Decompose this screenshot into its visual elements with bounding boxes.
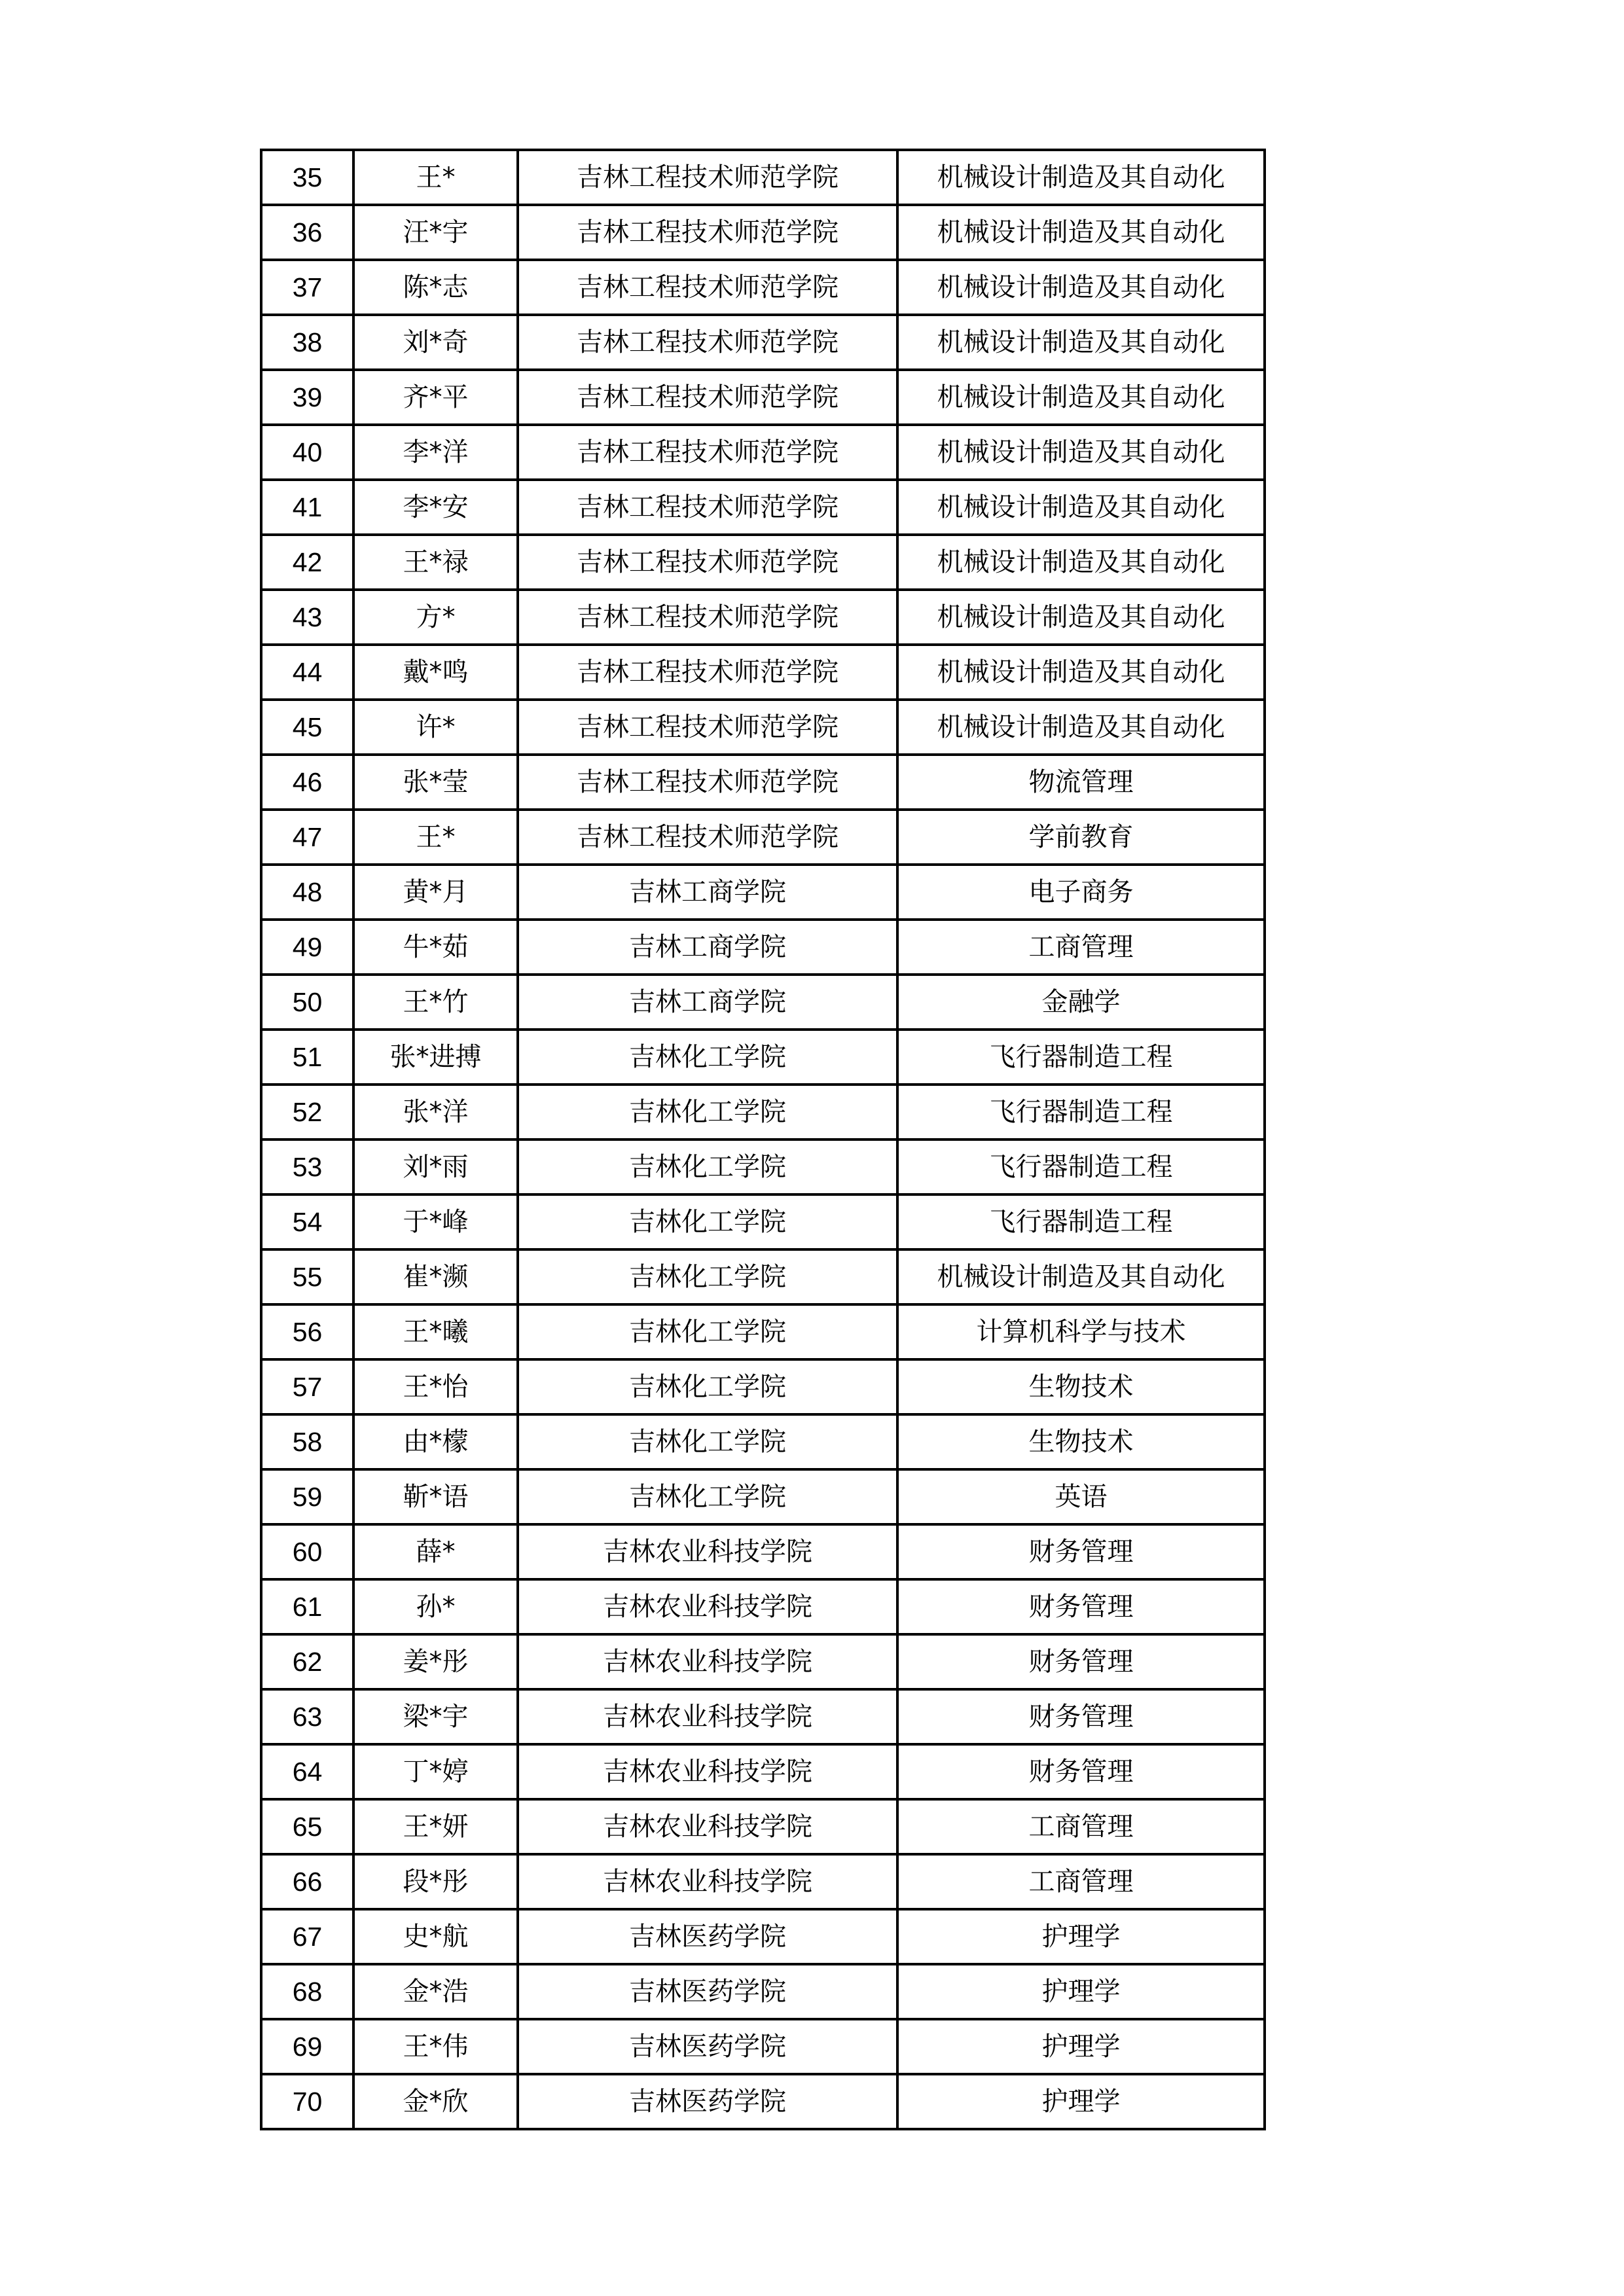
school-name-cell: 吉林医药学院: [518, 1964, 897, 2019]
school-name-cell: 吉林化工学院: [518, 1139, 897, 1194]
major-name-cell: 机械设计制造及其自动化: [897, 370, 1265, 425]
school-name-cell: 吉林农业科技学院: [518, 1799, 897, 1854]
student-name-cell: 史*航: [353, 1909, 518, 1964]
table-row: [261, 1139, 1265, 1194]
student-name-cell: 李*洋: [353, 425, 518, 480]
major-name-cell: 计算机科学与技术: [897, 1304, 1265, 1359]
school-name-cell: 吉林农业科技学院: [518, 1524, 897, 1579]
school-name-cell: 吉林化工学院: [518, 1249, 897, 1304]
table-row: [261, 1909, 1265, 1964]
row-number-cell: 48: [261, 865, 353, 920]
table-row: [261, 920, 1265, 975]
row-number-cell: 49: [261, 920, 353, 975]
student-name-cell: 姜*彤: [353, 1634, 518, 1689]
major-name-cell: 飞行器制造工程: [897, 1194, 1265, 1249]
school-name-cell: 吉林工程技术师范学院: [518, 315, 897, 370]
student-name-cell: 孙*: [353, 1579, 518, 1634]
student-name-cell: 王*: [353, 810, 518, 865]
table-row: [261, 1744, 1265, 1799]
table-row: [261, 590, 1265, 645]
school-name-cell: 吉林化工学院: [518, 1359, 897, 1414]
student-name-cell: 牛*茹: [353, 920, 518, 975]
student-name-cell: 金*欣: [353, 2074, 518, 2129]
table-row: [261, 1304, 1265, 1359]
major-name-cell: 工商管理: [897, 1854, 1265, 1909]
major-name-cell: 生物技术: [897, 1359, 1265, 1414]
major-name-cell: 财务管理: [897, 1689, 1265, 1744]
major-name-cell: 英语: [897, 1469, 1265, 1524]
major-name-cell: 机械设计制造及其自动化: [897, 260, 1265, 315]
row-number-cell: 68: [261, 1964, 353, 2019]
school-name-cell: 吉林工程技术师范学院: [518, 810, 897, 865]
school-name-cell: 吉林工程技术师范学院: [518, 425, 897, 480]
school-name-cell: 吉林医药学院: [518, 1909, 897, 1964]
student-name-cell: 戴*鸣: [353, 645, 518, 700]
row-number-cell: 70: [261, 2074, 353, 2129]
table-row: [261, 1194, 1265, 1249]
row-number-cell: 61: [261, 1579, 353, 1634]
row-number-cell: 37: [261, 260, 353, 315]
school-name-cell: 吉林工程技术师范学院: [518, 260, 897, 315]
student-name-cell: 刘*奇: [353, 315, 518, 370]
student-name-cell: 段*彤: [353, 1854, 518, 1909]
major-name-cell: 飞行器制造工程: [897, 1085, 1265, 1139]
student-name-cell: 薛*: [353, 1524, 518, 1579]
student-roster-table: [260, 149, 1266, 2130]
student-name-cell: 王*妍: [353, 1799, 518, 1854]
table-row: [261, 205, 1265, 260]
major-name-cell: 工商管理: [897, 1799, 1265, 1854]
table-row: [261, 425, 1265, 480]
student-name-cell: 金*浩: [353, 1964, 518, 2019]
major-name-cell: 工商管理: [897, 920, 1265, 975]
table-row: [261, 315, 1265, 370]
table-row: [261, 1359, 1265, 1414]
major-name-cell: 机械设计制造及其自动化: [897, 315, 1265, 370]
table-row: [261, 150, 1265, 205]
student-name-cell: 齐*平: [353, 370, 518, 425]
row-number-cell: 43: [261, 590, 353, 645]
table-row: [261, 1689, 1265, 1744]
row-number-cell: 58: [261, 1414, 353, 1469]
student-name-cell: 张*洋: [353, 1085, 518, 1139]
row-number-cell: 69: [261, 2019, 353, 2074]
student-name-cell: 丁*婷: [353, 1744, 518, 1799]
school-name-cell: 吉林医药学院: [518, 2019, 897, 2074]
school-name-cell: 吉林工程技术师范学院: [518, 150, 897, 205]
row-number-cell: 38: [261, 315, 353, 370]
row-number-cell: 52: [261, 1085, 353, 1139]
row-number-cell: 41: [261, 480, 353, 535]
major-name-cell: 护理学: [897, 2019, 1265, 2074]
school-name-cell: 吉林化工学院: [518, 1304, 897, 1359]
school-name-cell: 吉林化工学院: [518, 1030, 897, 1085]
row-number-cell: 62: [261, 1634, 353, 1689]
row-number-cell: 46: [261, 755, 353, 810]
student-name-cell: 由*檬: [353, 1414, 518, 1469]
student-name-cell: 刘*雨: [353, 1139, 518, 1194]
row-number-cell: 53: [261, 1139, 353, 1194]
school-name-cell: 吉林工程技术师范学院: [518, 590, 897, 645]
student-name-cell: 崔*濒: [353, 1249, 518, 1304]
student-name-cell: 许*: [353, 700, 518, 755]
school-name-cell: 吉林农业科技学院: [518, 1854, 897, 1909]
table-row: [261, 1414, 1265, 1469]
school-name-cell: 吉林工程技术师范学院: [518, 700, 897, 755]
row-number-cell: 66: [261, 1854, 353, 1909]
school-name-cell: 吉林工程技术师范学院: [518, 480, 897, 535]
school-name-cell: 吉林化工学院: [518, 1414, 897, 1469]
student-name-cell: 王*: [353, 150, 518, 205]
student-name-cell: 黄*月: [353, 865, 518, 920]
major-name-cell: 物流管理: [897, 755, 1265, 810]
major-name-cell: 机械设计制造及其自动化: [897, 480, 1265, 535]
school-name-cell: 吉林工程技术师范学院: [518, 205, 897, 260]
major-name-cell: 金融学: [897, 975, 1265, 1030]
student-name-cell: 张*进搏: [353, 1030, 518, 1085]
row-number-cell: 54: [261, 1194, 353, 1249]
student-name-cell: 王*禄: [353, 535, 518, 590]
table-row: [261, 260, 1265, 315]
table-row: [261, 535, 1265, 590]
row-number-cell: 50: [261, 975, 353, 1030]
major-name-cell: 学前教育: [897, 810, 1265, 865]
table-row: [261, 1634, 1265, 1689]
student-name-cell: 汪*宇: [353, 205, 518, 260]
school-name-cell: 吉林工商学院: [518, 920, 897, 975]
school-name-cell: 吉林工商学院: [518, 975, 897, 1030]
major-name-cell: 护理学: [897, 1964, 1265, 2019]
student-name-cell: 李*安: [353, 480, 518, 535]
major-name-cell: 财务管理: [897, 1524, 1265, 1579]
student-name-cell: 靳*语: [353, 1469, 518, 1524]
table-row: [261, 480, 1265, 535]
row-number-cell: 40: [261, 425, 353, 480]
row-number-cell: 36: [261, 205, 353, 260]
major-name-cell: 机械设计制造及其自动化: [897, 535, 1265, 590]
student-name-cell: 王*曦: [353, 1304, 518, 1359]
student-name-cell: 于*峰: [353, 1194, 518, 1249]
row-number-cell: 39: [261, 370, 353, 425]
major-name-cell: 机械设计制造及其自动化: [897, 150, 1265, 205]
school-name-cell: 吉林工程技术师范学院: [518, 370, 897, 425]
row-number-cell: 47: [261, 810, 353, 865]
table-row: [261, 1964, 1265, 2019]
table-row: [261, 2074, 1265, 2129]
row-number-cell: 45: [261, 700, 353, 755]
table-row: [261, 810, 1265, 865]
student-name-cell: 王*伟: [353, 2019, 518, 2074]
row-number-cell: 42: [261, 535, 353, 590]
row-number-cell: 63: [261, 1689, 353, 1744]
roster-table-body: [261, 150, 1265, 2129]
row-number-cell: 44: [261, 645, 353, 700]
table-row: [261, 1579, 1265, 1634]
table-row: [261, 1854, 1265, 1909]
major-name-cell: 电子商务: [897, 865, 1265, 920]
row-number-cell: 57: [261, 1359, 353, 1414]
major-name-cell: 机械设计制造及其自动化: [897, 645, 1265, 700]
major-name-cell: 机械设计制造及其自动化: [897, 205, 1265, 260]
table-row: [261, 1799, 1265, 1854]
table-row: [261, 1030, 1265, 1085]
major-name-cell: 生物技术: [897, 1414, 1265, 1469]
table-row: [261, 865, 1265, 920]
school-name-cell: 吉林化工学院: [518, 1194, 897, 1249]
major-name-cell: 护理学: [897, 2074, 1265, 2129]
major-name-cell: 财务管理: [897, 1579, 1265, 1634]
row-number-cell: 59: [261, 1469, 353, 1524]
table-row: [261, 1524, 1265, 1579]
row-number-cell: 55: [261, 1249, 353, 1304]
school-name-cell: 吉林工程技术师范学院: [518, 535, 897, 590]
student-name-cell: 王*竹: [353, 975, 518, 1030]
row-number-cell: 65: [261, 1799, 353, 1854]
student-name-cell: 陈*志: [353, 260, 518, 315]
school-name-cell: 吉林化工学院: [518, 1085, 897, 1139]
school-name-cell: 吉林农业科技学院: [518, 1689, 897, 1744]
major-name-cell: 护理学: [897, 1909, 1265, 1964]
major-name-cell: 机械设计制造及其自动化: [897, 700, 1265, 755]
school-name-cell: 吉林工程技术师范学院: [518, 645, 897, 700]
table-row: [261, 1249, 1265, 1304]
major-name-cell: 财务管理: [897, 1634, 1265, 1689]
school-name-cell: 吉林农业科技学院: [518, 1579, 897, 1634]
row-number-cell: 60: [261, 1524, 353, 1579]
row-number-cell: 35: [261, 150, 353, 205]
table-row: [261, 370, 1265, 425]
table-row: [261, 2019, 1265, 2074]
school-name-cell: 吉林化工学院: [518, 1469, 897, 1524]
table-row: [261, 1469, 1265, 1524]
major-name-cell: 机械设计制造及其自动化: [897, 1249, 1265, 1304]
major-name-cell: 飞行器制造工程: [897, 1030, 1265, 1085]
major-name-cell: 机械设计制造及其自动化: [897, 590, 1265, 645]
row-number-cell: 56: [261, 1304, 353, 1359]
school-name-cell: 吉林工程技术师范学院: [518, 755, 897, 810]
student-name-cell: 梁*宇: [353, 1689, 518, 1744]
table-row: [261, 645, 1265, 700]
major-name-cell: 财务管理: [897, 1744, 1265, 1799]
row-number-cell: 67: [261, 1909, 353, 1964]
row-number-cell: 51: [261, 1030, 353, 1085]
row-number-cell: 64: [261, 1744, 353, 1799]
table-row: [261, 755, 1265, 810]
school-name-cell: 吉林农业科技学院: [518, 1744, 897, 1799]
student-name-cell: 方*: [353, 590, 518, 645]
table-row: [261, 700, 1265, 755]
student-name-cell: 王*怡: [353, 1359, 518, 1414]
school-name-cell: 吉林农业科技学院: [518, 1634, 897, 1689]
student-name-cell: 张*莹: [353, 755, 518, 810]
major-name-cell: 机械设计制造及其自动化: [897, 425, 1265, 480]
table-row: [261, 1085, 1265, 1139]
major-name-cell: 飞行器制造工程: [897, 1139, 1265, 1194]
school-name-cell: 吉林医药学院: [518, 2074, 897, 2129]
table-row: [261, 975, 1265, 1030]
school-name-cell: 吉林工商学院: [518, 865, 897, 920]
